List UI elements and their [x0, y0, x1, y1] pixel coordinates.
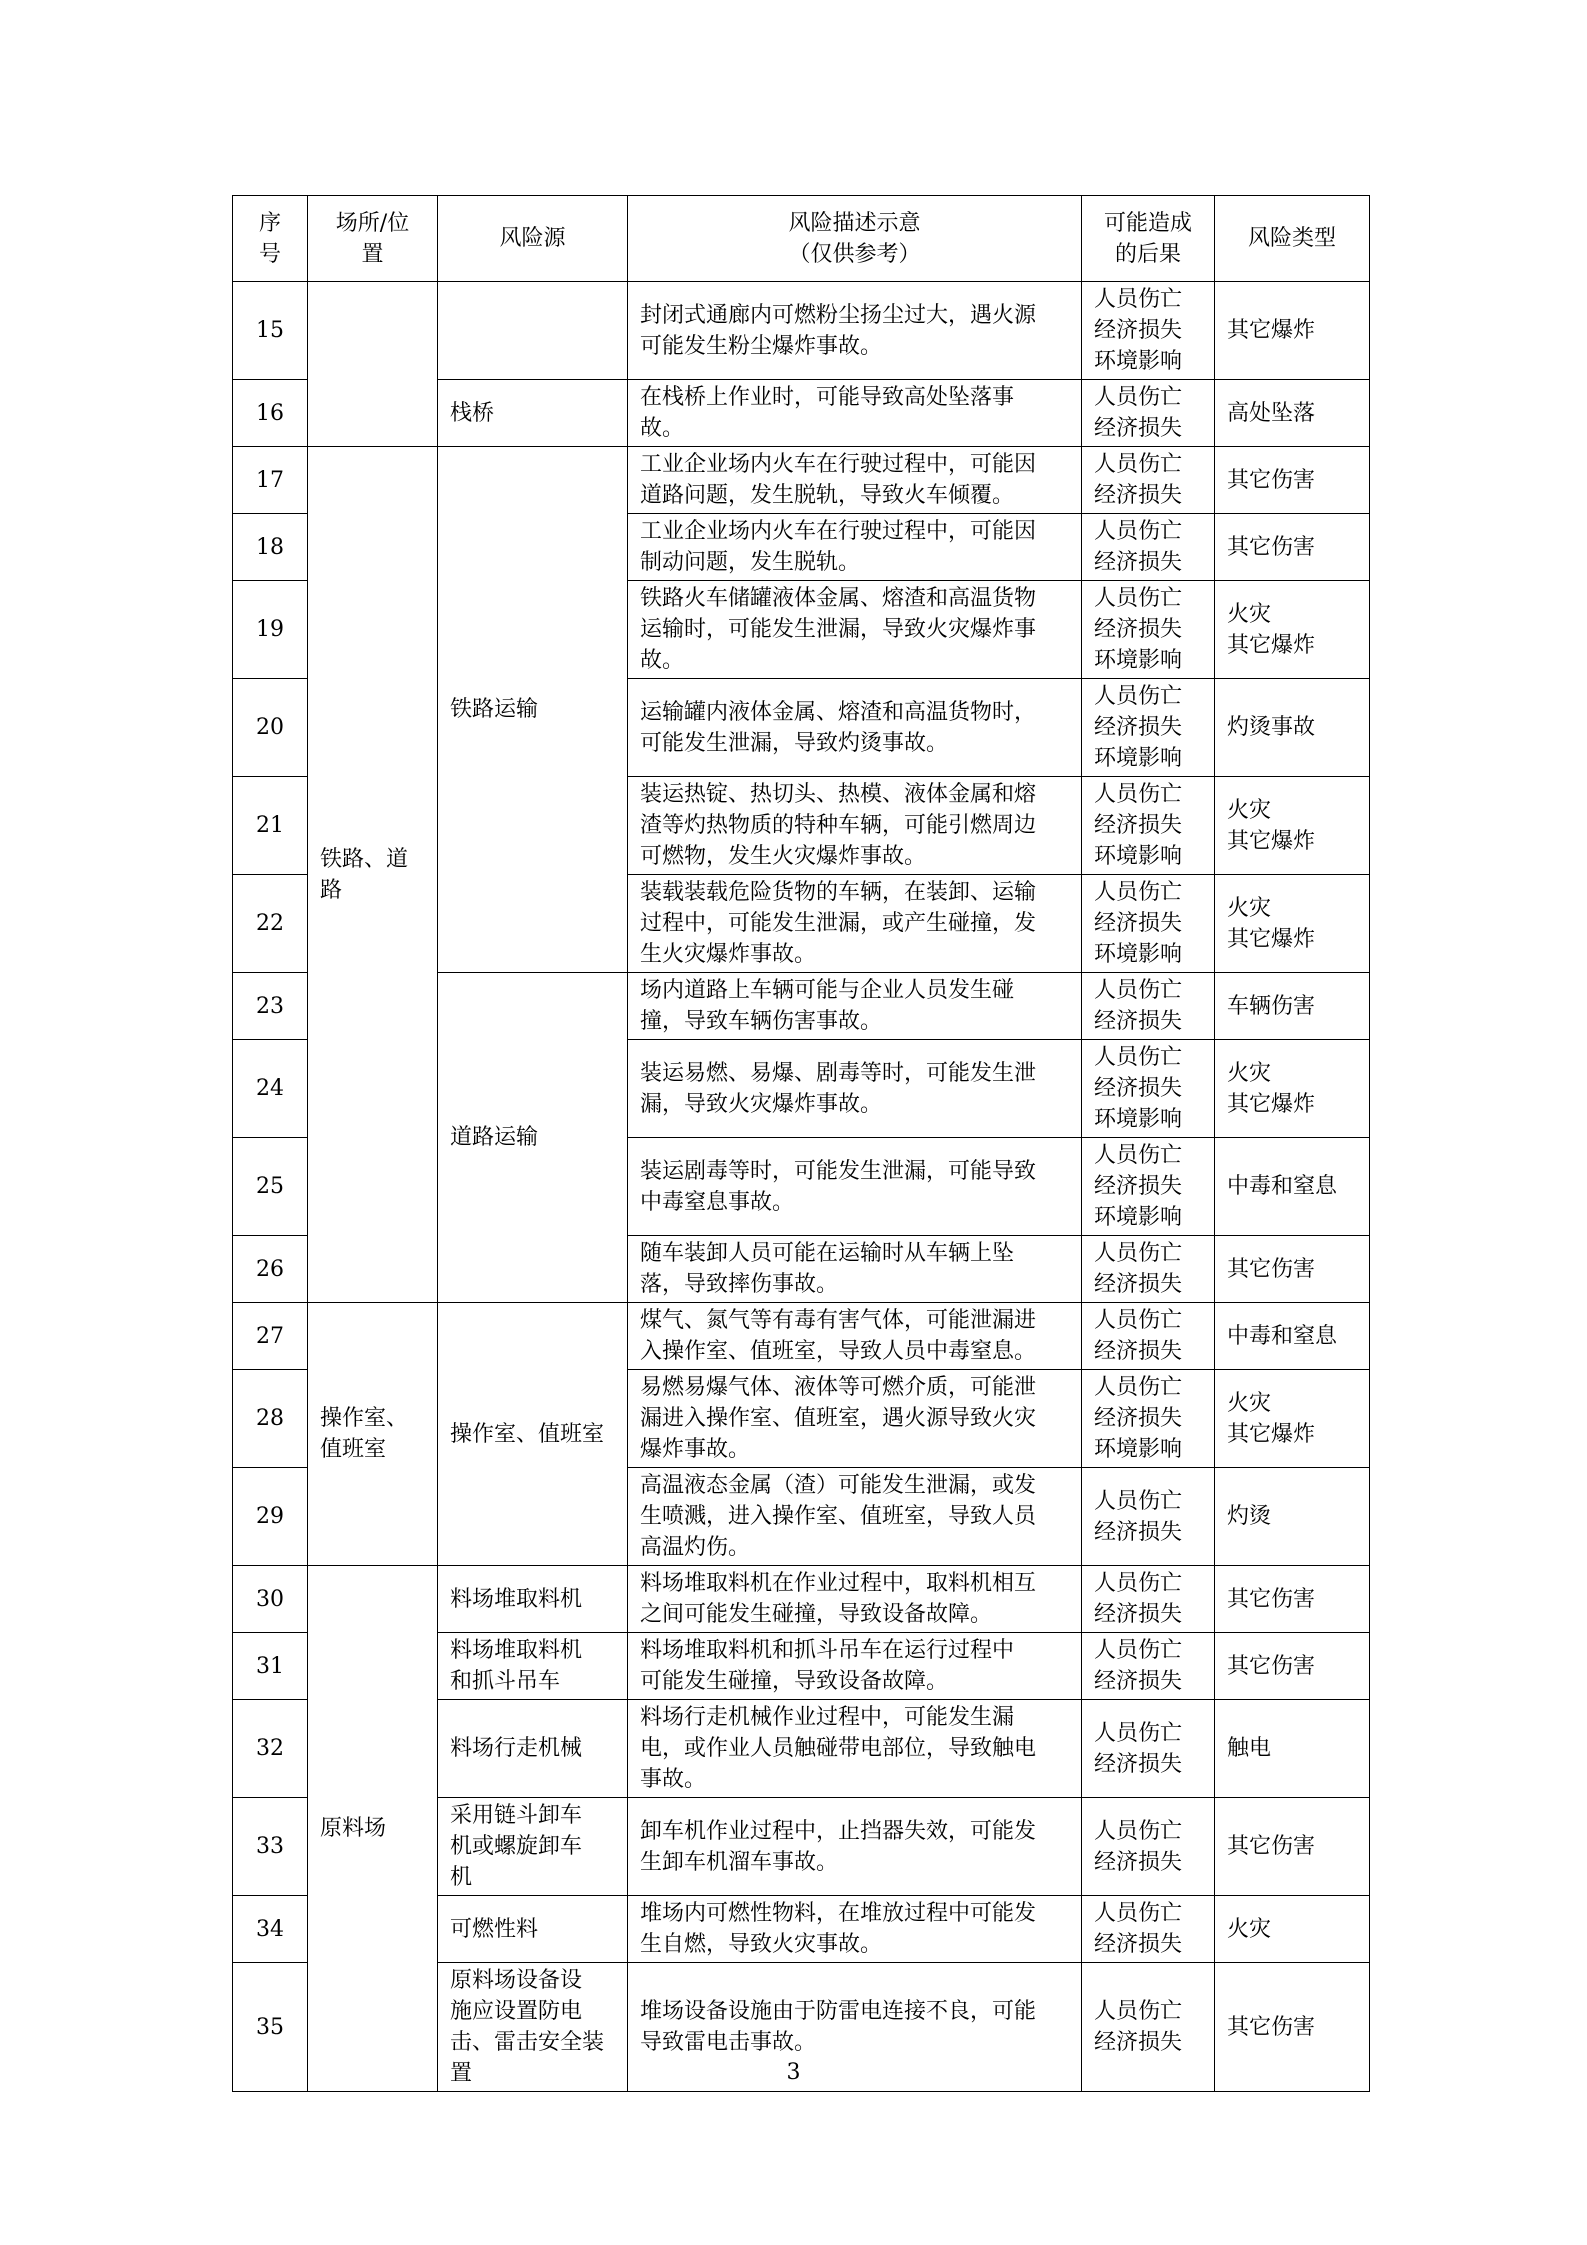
consequence-cell: 人员伤亡 经济损失 环境影响: [1082, 875, 1215, 973]
row-number: 24: [233, 1040, 308, 1138]
place-cell: 铁路、道 路: [308, 447, 438, 1303]
risk-type-cell: 其它伤害: [1215, 1633, 1370, 1700]
table-row: [233, 282, 1370, 380]
col-header-description: 风险描述示意 （仅供参考）: [628, 196, 1082, 282]
consequence-cell: 人员伤亡 经济损失: [1082, 380, 1215, 447]
risk-type-cell: 高处坠落: [1215, 380, 1370, 447]
risk-type-cell: 其它伤害: [1215, 514, 1370, 581]
source-cell: 料场行走机械: [438, 1700, 628, 1798]
consequence-cell: 人员伤亡 经济损失 环境影响: [1082, 1040, 1215, 1138]
row-number: 29: [233, 1468, 308, 1566]
risk-type-cell: 火灾 其它爆炸: [1215, 1370, 1370, 1468]
col-header-consequence: 可能造成 的后果: [1082, 196, 1215, 282]
description-cell: 铁路火车储罐液体金属、熔渣和高温货物 运输时，可能发生泄漏，导致火灾爆炸事 故。: [628, 581, 1082, 679]
source-cell: 原料场设备设 施应设置防电 击、雷击安全装 置: [438, 1963, 628, 2092]
col-header-risk-type: 风险类型: [1215, 196, 1370, 282]
description-cell: 封闭式通廊内可燃粉尘扬尘过大，遇火源 可能发生粉尘爆炸事故。: [628, 282, 1082, 380]
source-cell: 料场堆取料机 和抓斗吊车: [438, 1633, 628, 1700]
risk-table: [232, 195, 1370, 2092]
risk-type-cell: 其它伤害: [1215, 447, 1370, 514]
row-number: 20: [233, 679, 308, 777]
row-number: 32: [233, 1700, 308, 1798]
description-cell: 煤气、氮气等有毒有害气体，可能泄漏进 入操作室、值班室，导致人员中毒窒息。: [628, 1303, 1082, 1370]
description-cell: 运输罐内液体金属、熔渣和高温货物时， 可能发生泄漏，导致灼烫事故。: [628, 679, 1082, 777]
risk-type-cell: 火灾 其它爆炸: [1215, 1040, 1370, 1138]
description-cell: 随车装卸人员可能在运输时从车辆上坠 落，导致摔伤事故。: [628, 1236, 1082, 1303]
consequence-cell: 人员伤亡 经济损失: [1082, 1896, 1215, 1963]
row-number: 34: [233, 1896, 308, 1963]
description-cell: 易燃易爆气体、液体等可燃介质，可能泄 漏进入操作室、值班室，遇火源导致火灾 爆炸事故。: [628, 1370, 1082, 1468]
consequence-cell: 人员伤亡 经济损失 环境影响: [1082, 1370, 1215, 1468]
description-cell: 工业企业场内火车在行驶过程中，可能因 道路问题，发生脱轨，导致火车倾覆。: [628, 447, 1082, 514]
header-row: [233, 196, 1370, 282]
place-cell: [308, 282, 438, 447]
description-cell: 卸车机作业过程中，止挡器失效，可能发 生卸车机溜车事故。: [628, 1798, 1082, 1896]
place-cell: 原料场: [308, 1566, 438, 2092]
risk-type-cell: 其它伤害: [1215, 1566, 1370, 1633]
source-cell: 采用链斗卸车 机或螺旋卸车 机: [438, 1798, 628, 1896]
consequence-cell: 人员伤亡 经济损失: [1082, 1963, 1215, 2092]
row-number: 21: [233, 777, 308, 875]
table-row: [233, 447, 1370, 514]
row-number: 25: [233, 1138, 308, 1236]
row-number: 35: [233, 1963, 308, 2092]
source-cell: [438, 282, 628, 380]
risk-type-cell: 其它伤害: [1215, 1798, 1370, 1896]
risk-type-cell: 其它伤害: [1215, 1963, 1370, 2092]
description-cell: 料场行走机械作业过程中，可能发生漏 电，或作业人员触碰带电部位，导致触电 事故。: [628, 1700, 1082, 1798]
consequence-cell: 人员伤亡 经济损失: [1082, 1633, 1215, 1700]
consequence-cell: 人员伤亡 经济损失: [1082, 1236, 1215, 1303]
consequence-cell: 人员伤亡 经济损失: [1082, 973, 1215, 1040]
page-number: 3: [786, 2060, 801, 2085]
col-header-source: 风险源: [438, 196, 628, 282]
risk-type-cell: 触电: [1215, 1700, 1370, 1798]
row-number: 16: [233, 380, 308, 447]
consequence-cell: 人员伤亡 经济损失: [1082, 514, 1215, 581]
source-cell: 料场堆取料机: [438, 1566, 628, 1633]
description-cell: 堆场设备设施由于防雷电连接不良，可能 导致雷电击事故。: [628, 1963, 1082, 2092]
consequence-cell: 人员伤亡 经济损失 环境影响: [1082, 282, 1215, 380]
risk-type-cell: 中毒和窒息: [1215, 1138, 1370, 1236]
row-number: 15: [233, 282, 308, 380]
consequence-cell: 人员伤亡 经济损失: [1082, 1468, 1215, 1566]
row-number: 22: [233, 875, 308, 973]
risk-type-cell: 其它伤害: [1215, 1236, 1370, 1303]
description-cell: 在栈桥上作业时，可能导致高处坠落事 故。: [628, 380, 1082, 447]
description-cell: 料场堆取料机和抓斗吊车在运行过程中 可能发生碰撞，导致设备故障。: [628, 1633, 1082, 1700]
consequence-cell: 人员伤亡 经济损失 环境影响: [1082, 581, 1215, 679]
col-header-number: 序 号: [233, 196, 308, 282]
risk-type-cell: 车辆伤害: [1215, 973, 1370, 1040]
description-cell: 料场堆取料机在作业过程中，取料机相互 之间可能发生碰撞，导致设备故障。: [628, 1566, 1082, 1633]
consequence-cell: 人员伤亡 经济损失: [1082, 447, 1215, 514]
source-cell: 操作室、值班室: [438, 1303, 628, 1566]
risk-type-cell: 中毒和窒息: [1215, 1303, 1370, 1370]
row-number: 33: [233, 1798, 308, 1896]
risk-type-cell: 火灾: [1215, 1896, 1370, 1963]
table-row: [233, 1303, 1370, 1370]
row-number: 17: [233, 447, 308, 514]
consequence-cell: 人员伤亡 经济损失: [1082, 1303, 1215, 1370]
source-cell: 铁路运输: [438, 447, 628, 973]
row-number: 27: [233, 1303, 308, 1370]
consequence-cell: 人员伤亡 经济损失 环境影响: [1082, 1138, 1215, 1236]
risk-type-cell: 灼烫事故: [1215, 679, 1370, 777]
row-number: 28: [233, 1370, 308, 1468]
risk-type-cell: 火灾 其它爆炸: [1215, 875, 1370, 973]
consequence-cell: 人员伤亡 经济损失 环境影响: [1082, 679, 1215, 777]
description-cell: 场内道路上车辆可能与企业人员发生碰 撞，导致车辆伤害事故。: [628, 973, 1082, 1040]
consequence-cell: 人员伤亡 经济损失: [1082, 1566, 1215, 1633]
description-cell: 装运易燃、易爆、剧毒等时，可能发生泄 漏，导致火灾爆炸事故。: [628, 1040, 1082, 1138]
description-cell: 装载装载危险货物的车辆，在装卸、运输 过程中，可能发生泄漏，或产生碰撞，发 生火灾爆炸事故。: [628, 875, 1082, 973]
table-row: [233, 1566, 1370, 1633]
row-number: 26: [233, 1236, 308, 1303]
source-cell: 道路运输: [438, 973, 628, 1303]
risk-type-cell: 其它爆炸: [1215, 282, 1370, 380]
description-cell: 工业企业场内火车在行驶过程中，可能因 制动问题，发生脱轨。: [628, 514, 1082, 581]
row-number: 18: [233, 514, 308, 581]
risk-type-cell: 火灾 其它爆炸: [1215, 581, 1370, 679]
col-header-place: 场所/位 置: [308, 196, 438, 282]
risk-type-cell: 火灾 其它爆炸: [1215, 777, 1370, 875]
description-cell: 装运热锭、热切头、热模、液体金属和熔 渣等灼热物质的特种车辆，可能引燃周边 可燃物，发生火灾爆炸事故。: [628, 777, 1082, 875]
row-number: 30: [233, 1566, 308, 1633]
consequence-cell: 人员伤亡 经济损失: [1082, 1700, 1215, 1798]
description-cell: 高温液态金属（渣）可能发生泄漏，或发 生喷溅，进入操作室、值班室，导致人员 高温灼伤。: [628, 1468, 1082, 1566]
description-cell: 堆场内可燃性物料，在堆放过程中可能发 生自燃，导致火灾事故。: [628, 1896, 1082, 1963]
row-number: 19: [233, 581, 308, 679]
place-cell: 操作室、 值班室: [308, 1303, 438, 1566]
consequence-cell: 人员伤亡 经济损失 环境影响: [1082, 777, 1215, 875]
consequence-cell: 人员伤亡 经济损失: [1082, 1798, 1215, 1896]
description-cell: 装运剧毒等时，可能发生泄漏，可能导致 中毒窒息事故。: [628, 1138, 1082, 1236]
row-number: 31: [233, 1633, 308, 1700]
risk-type-cell: 灼烫: [1215, 1468, 1370, 1566]
source-cell: 可燃性料: [438, 1896, 628, 1963]
row-number: 23: [233, 973, 308, 1040]
source-cell: 栈桥: [438, 380, 628, 447]
